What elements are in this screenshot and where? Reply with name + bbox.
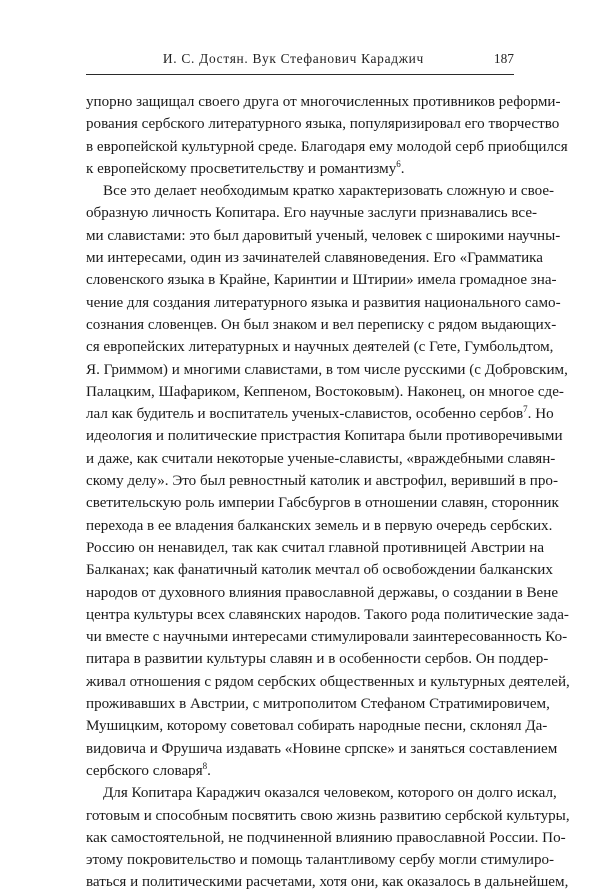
running-title: И. С. Достян. Вук Стефанович Караджич: [162, 51, 424, 66]
text-line: живал отношения с рядом сербских общественных и культурных деятелей,: [86, 673, 570, 690]
text-line: Все это делает необходимым кратко характеризовать сложную и свое-: [103, 183, 555, 200]
text-fragment: Но: [531, 406, 554, 423]
text-line: как самостоятельной, не подчиненной влиянию православной России. По-: [86, 829, 566, 846]
text-line: видовича и Фрушича издавать «Новине српске» и заняться составлением: [86, 740, 558, 757]
text-line: народов от духовного влияния православной державы, о создании в Вене: [86, 584, 559, 601]
text-line: ся европейских литературных и научных деятелей (с Гете, Гумбольдтом,: [86, 339, 554, 356]
text-line: сознания словенцев. Он был знаком и вел переписку с рядом выдающих-: [86, 316, 557, 333]
text-line: образную личность Копитара. Его научные заслуги признавались все-: [86, 205, 538, 222]
body-text: [86, 91, 570, 894]
text-line: Для Копитара Караджич оказался человеком, которого он долго искал,: [103, 785, 557, 802]
text-fragment: лал как будитель и воспитатель ученых-славистов, особенно сербов: [86, 406, 524, 423]
text-line: этому покровительство и помощь талантливому сербу могли стимулиро-: [86, 852, 555, 869]
text-line: Балканах; как фанатичный католик мечтал об освобождении балканских: [86, 562, 553, 579]
text-line: чение для создания литературного языка и развития национального само-: [86, 294, 561, 311]
text-line: проживавших в Австрии, с митрополитом Стефаном Стратимировичем,: [86, 696, 550, 713]
footnote-ref[interactable]: 8: [202, 760, 208, 771]
page-number: 187: [493, 51, 514, 66]
text-line: ми славистами: это был даровитый ученый, человек с широкими научны-: [86, 227, 561, 244]
text-line: Я. Гриммом) и многими славистами, в том числе русскими (с Добровским,: [86, 361, 568, 378]
running-header: [86, 44, 514, 75]
text-line: готовым и способным посвятить свою жизнь развитию сербской культуры,: [86, 807, 570, 824]
text-line: центра культуры всех славянских народов. Такого рода политические зада-: [86, 606, 569, 623]
text-fragment: к европейскому просветительству и романтизму: [86, 160, 397, 177]
text-line: перехода в ее владения балканских земель и в первую очередь сербских.: [86, 517, 553, 534]
text-line: Мушицким, которому советовал собирать народные песни, склонял Да-: [86, 718, 548, 735]
text-fragment: сербского словаря: [86, 762, 203, 779]
text-line: ми интересами, один из зачинателей славяноведения. Его «Грамматика: [86, 250, 543, 267]
text-line: к европейскому просветительству и романтизму$^6$.: [86, 158, 405, 177]
text-line: словенского языка в Крайне, Каринтии и Штирии» имела громадное зна-: [86, 272, 557, 289]
paragraph-2: [86, 180, 570, 782]
text-line: упорно защищал своего друга от многочисленных противников реформи-: [86, 94, 561, 110]
paragraph-3: [86, 782, 570, 893]
text-line: скому делу». Это был ревностный католик и австрофил, веривший в про-: [86, 473, 558, 490]
footnote-ref[interactable]: 7: [523, 404, 528, 415]
text-line: Палацким, Шафариком, Кеппеном, Востоковым). Наконец, он многое сде-: [86, 383, 564, 400]
paragraph-1: [86, 91, 568, 180]
text-line: и даже, как считали некоторые ученые-слависты, «враждебными славян-: [86, 450, 556, 467]
text-line: в европейской культурной среде. Благодаря ему молодой серб приобщился: [86, 138, 568, 155]
footnote-ref[interactable]: 6: [396, 158, 401, 169]
text-line: питара в развитии культуры славян и в особенности сербов. Он поддер-: [86, 651, 549, 668]
text-line: сербского словаря$^8$.: [86, 760, 211, 779]
text-line: Россию он ненавидел, так как считал главной противницей Австрии на: [86, 539, 545, 556]
text-line: светительскую роль империи Габсбургов в отношении славян, сторонник: [86, 495, 559, 512]
text-line: ваться и политическими расчетами, хотя они, как оказалось в дальнейшем,: [86, 874, 569, 891]
text-line: рования сербского литературного языка, популяризировал его творчество: [86, 116, 560, 133]
text-line: лал как будитель и воспитатель ученых-славистов, особенно сербов$^7$. Но: [86, 404, 554, 423]
text-line: идеология и политические пристрастия Копитара были противоречивыми: [86, 428, 563, 445]
text-line: чи вместе с научными интересами стимулировали заинтересованность Ко-: [86, 629, 568, 646]
